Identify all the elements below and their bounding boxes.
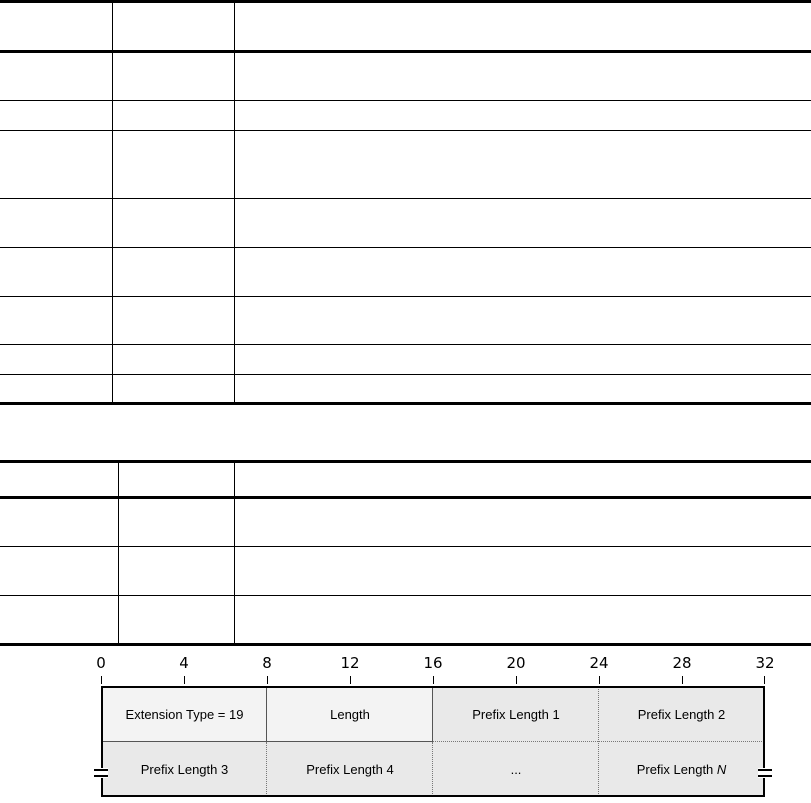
break-mark-left (94, 768, 108, 778)
field-prefix-length-n-italic: N (716, 761, 727, 777)
field-prefix-length-n-label: Prefix Length (636, 761, 717, 777)
table-cell (235, 199, 805, 211)
bit-tick (599, 676, 600, 684)
field-prefix-length-4: Prefix Length 4 (267, 742, 433, 796)
bit-label: 28 (672, 654, 692, 672)
bit-tick (516, 676, 517, 684)
table-cell (113, 131, 234, 143)
bit-label: 8 (262, 654, 272, 672)
field-length: Length (267, 687, 433, 742)
table-cell (119, 596, 234, 608)
table-cell (235, 547, 805, 559)
bit-label: 24 (589, 654, 609, 672)
table-cell (119, 499, 234, 511)
table-cell (113, 248, 234, 260)
table-cell (119, 547, 234, 559)
field-extension-type: Extension Type = 19 (102, 687, 267, 742)
table-cell (113, 101, 234, 113)
bit-label: 4 (179, 654, 189, 672)
table-header-cell (235, 463, 805, 475)
bit-label: 0 (96, 654, 106, 672)
table-cell (113, 375, 234, 387)
break-mark-right (758, 768, 772, 778)
bit-label: 32 (755, 654, 775, 672)
table-cell (113, 345, 234, 357)
table-header-cell (0, 463, 118, 475)
table-cell (0, 101, 112, 113)
table-header-cell (235, 3, 805, 15)
table-cell (0, 199, 112, 211)
bit-tick (350, 676, 351, 684)
table-cell (113, 297, 234, 309)
table-cell (0, 131, 112, 143)
bit-tick (184, 676, 185, 684)
table-2 (0, 460, 811, 650)
field-prefix-length-1: Prefix Length 1 (433, 687, 599, 742)
table-cell (0, 53, 112, 65)
table-cell (235, 499, 805, 511)
table-cell (0, 499, 118, 511)
packet-frame (101, 686, 765, 797)
table-cell (235, 101, 805, 113)
bit-tick (764, 676, 765, 684)
bit-tick (267, 676, 268, 684)
table-cell (0, 297, 112, 309)
bit-label: 16 (423, 654, 443, 672)
table-cell (235, 596, 805, 608)
bit-label: 20 (506, 654, 526, 672)
table-cell (113, 199, 234, 211)
table-cell (235, 345, 805, 357)
table-header-cell (0, 3, 112, 15)
table-bottom-rule (0, 402, 811, 405)
field-prefix-length-3: Prefix Length 3 (102, 742, 267, 796)
table-cell (0, 596, 118, 608)
bit-label: 12 (340, 654, 360, 672)
bit-tick (682, 676, 683, 684)
bit-tick (433, 676, 434, 684)
table-header-cell (113, 3, 234, 15)
packet-format-diagram (0, 650, 811, 803)
bit-tick (101, 676, 102, 684)
table-cell (0, 547, 118, 559)
table-bottom-rule (0, 643, 811, 646)
table-cell (235, 53, 805, 65)
table-header-cell (119, 463, 234, 475)
table-cell (235, 248, 805, 260)
table-cell (235, 297, 805, 309)
table-cell (113, 53, 234, 65)
table-cell (0, 248, 112, 260)
table-cell (235, 375, 805, 387)
table-cell (235, 131, 805, 143)
field-prefix-length-2: Prefix Length 2 (599, 687, 764, 742)
table-cell (0, 345, 112, 357)
field-ellipsis: ... (433, 742, 599, 796)
table-cell (0, 375, 112, 387)
